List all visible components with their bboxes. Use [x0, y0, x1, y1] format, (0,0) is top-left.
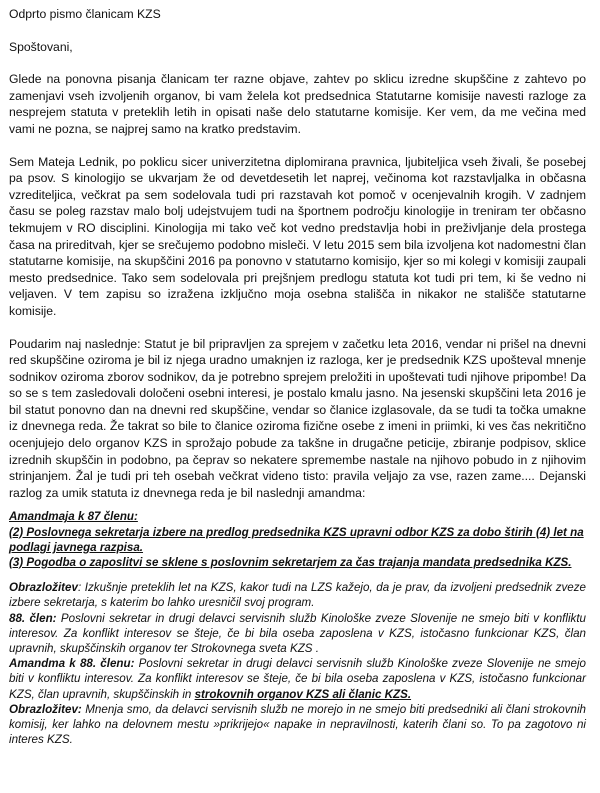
- statute-history-paragraph: Poudarim naj naslednje: Statut je bil pripravljen za sprejem v začetku leta 2016, vendar ni prišel na dnevni red skupščine oziroma je bil iz njega uradno umaknjen iz razloga, ker je predsednik KZS upošteval mnenje sodnikov oziroma zborov sodnikov, da je potrebno sprejem preložiti in upoštevati tudi njihove pripombe! Da so se s tem zasledovali določeni osebni interesi, je postalo kmalu jasno. Na jesenski skupščini leta 2016 je bil statut ponovno dan na dnevni red skupščine, vendar so članice izglasovale, da se tudi ta točka umakne iz dnevnega reda. Že takrat so bile to članice oziroma fizične osebe z imeni in priimki, ki ves čas nekritično ocenjujejo delo organov KZS in sprožajo pobude za takšne in drugačne peticije, zbiranje podpisov, sklice izrednih skupščin in podobno, pa čeprav so nekatere spremembe nastale na njihovo pobudo in z njihovim strinjanjem. Žal je tudi pri teh osebah večkrat videno tisto: pravila veljajo za vse, razen zame.... Dejanski razlog za umik statuta iz dnevnega reda je bil naslednji amandma:: [9, 336, 586, 500]
- amendment-88: [9, 656, 586, 702]
- article-88-label: 88. člen:: [9, 611, 57, 625]
- rationale-1: [9, 580, 586, 610]
- amendment-87-heading: Amandmaja k 87 členu:: [9, 510, 138, 524]
- amendment-88-emphasis: strokovnih organov KZS ali članic KZS.: [194, 687, 412, 701]
- rationale-2: [9, 702, 586, 748]
- amendments-section: [9, 509, 586, 747]
- rationale-2-text: Mnenja smo, da delavci servisnih služb ne morejo in ne smejo biti predsedniki ali člani strokovnih komisij, ker lahko na delovnem mestu »prikrijejo« napake in nepravilnosti, katerih člani so. To pa zagotovo ni interes KZS.: [9, 702, 586, 747]
- article-88-text: Poslovni sekretar in drugi delavci servisnih služb Kinološke zveze Slovenije ne smejo biti v konfliktu interesov. Za konflikt interesov se šteje, če bi bila oseba zaposlena v KZS, istočasno funkcionar KZS, član upravnih, skupščinskih organov ter Strokovnega sveta KZS .: [9, 611, 586, 656]
- amendment-88-text: Poslovni sekretar in drugi delavci servisnih služb Kinološke zveze Slovenije ne smejo biti v konfliktu interesov. Za konflikt interesov se šteje, če bi bila oseba zaposlena v KZS, istočasno funkcionar KZS, član upravnih, skupščinskih in: [9, 657, 586, 701]
- amendment-88-label: Amandma k 88. členu:: [9, 657, 135, 671]
- rationale-1-text: : Izkušnje preteklih let na KZS, kakor tudi na LZS kažejo, da je prav, da izvoljeni predsednik zveze izbere sekretarja, s katerim bo lahko uresničil svoj program.: [9, 581, 586, 610]
- letter-title: Odprto pismo članicam KZS: [9, 7, 161, 21]
- intro-paragraph: Glede na ponovna pisanja članicam ter razne objave, zahtev po sklicu izredne skupščine z zahtevo po zamenjavi vseh izvoljenih organov, bi vam želela kot predsednica Statutarne komisije navesti razloge za nesprejem statuta v preteklih letih in opisati naše delo statutarne komisije. Ker vem, da me večina med vami ne pozna, se najprej samo na kratko predstavim.: [9, 72, 586, 136]
- article-88: [9, 611, 586, 657]
- rationale-1-label: Obrazložitev: [9, 581, 78, 595]
- amendment-87-paragraph-3: (3) Pogodba o zaposlitvi se sklene s poslovnim sekretarjem za čas trajanja mandata predsednika KZS.: [9, 556, 572, 570]
- self-introduction-paragraph: Sem Mateja Lednik, po poklicu sicer univerzitetna diplomirana pravnica, ljubiteljica vseh živali, še posebej pa psov. S kinologijo se ukvarjam že od devetdesetih let naprej, večinoma kot razstavljalka in občasna vzrediteljica, večkrat pa sem sodelovala tudi pri razstavah kot pomoč v ocenjevalnih krogih. V zadnjem času se poleg razstav malo bolj udejstvujem tudi na športnem področju kinologije in treniram ter občasno tekmujem v RO disciplini. Kinologija mi tako več kot vedno predstavlja hobi in preživljanje dela prostega časa na prireditvah, kjer se srečujemo podobno misleči. V letu 2015 sem bila izvoljena kot nadomestni član statutarne komisije, na skupščini 2016 pa ponovno v statutarno komisijo, kjer so mi kolegi v komisiji zaupali mesto predsednice. Tako sem sodelovala pri prejšnjem predlogu statuta kot tudi pri tem, ki še vedno ni veljaven. V tem zapisu so izražena izključno moja osebna stališča in nikakor ne stališče statutarne komisije.: [9, 154, 586, 318]
- greeting: Spoštovani,: [9, 39, 73, 54]
- amendment-87-paragraph-2: (2) Poslovnega sekretarja izbere na predlog predsednika KZS upravni odbor KZS za dobo štirih (4) let na podlagi javnega razpisa.: [9, 525, 584, 554]
- rationale-2-label: Obrazložitev:: [9, 702, 82, 716]
